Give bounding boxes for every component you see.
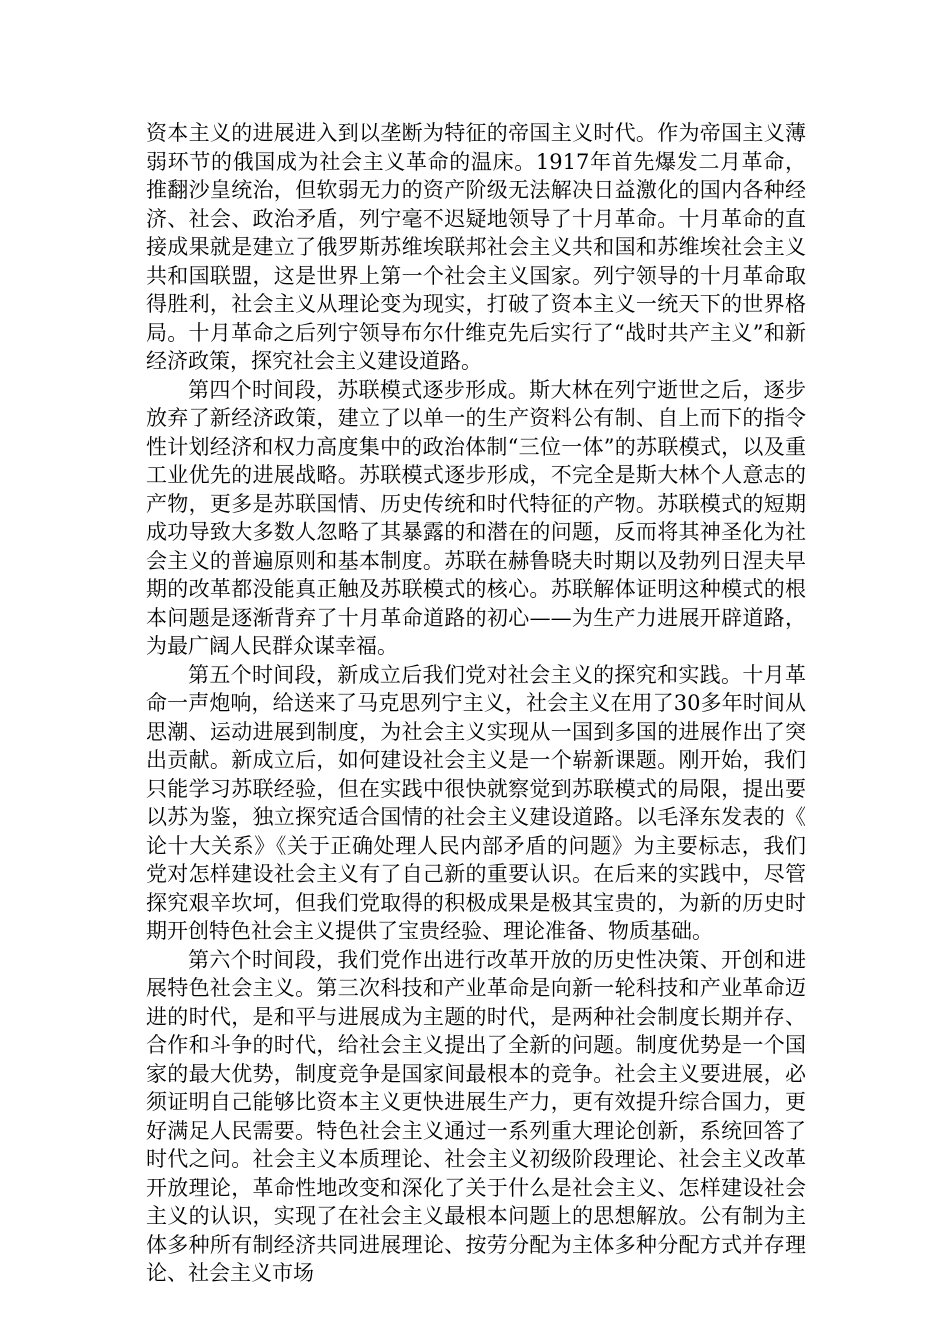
paragraph-2: 第四个时间段，苏联模式逐步形成。斯大林在列宁逝世之后，逐步放弃了新经济政策，建立了以单一的生产资料公有制、自上而下的指令性计划经济和权力高度集中的政治体制“三位一体”的苏联模式，以及重工业优先的进展战略。苏联模式逐步形成，不完全是斯大林个人意志的产物，更多是苏联国情、历史传统和时代特征的产物。苏联模式的短期成功导致大多数人忽略了其暴露的和潜在的问题，反而将其神圣化为社会主义的普遍原则和基本制度。苏联在赫鲁晓夫时期以及勃列日涅夫早期的改革都没能真正触及苏联模式的核心。苏联解体证明这种模式的根本问题是逐渐背弃了十月革命道路的初心——为生产力进展开辟道路，为最广阔人民群众谋幸福。 xyxy=(146,377,806,658)
paragraph-3: 第五个时间段，新成立后我们党对社会主义的探究和实践。十月革命一声炮响，给送来了马克思列宁主义，社会主义在用了30多年时间从思潮、运动进展到制度，为社会主义实现从一国到多国的进展作出了突出贡献。新成立后，如何建设社会主义是一个崭新课题。刚开始，我们只能学习苏联经验，但在实践中很快就察觉到苏联模式的局限，提出要以苏为鉴，独立探究适合国情的社会主义建设道路。以毛泽东发表的《论十大关系》《关于正确处理人民内部矛盾的问题》为主要标志，我们党对怎样建设社会主义有了自己新的重要认识。在后来的实践中，尽管探究艰辛坎坷，但我们党取得的积极成果是极其宝贵的，为新的历史时期开创特色社会主义提供了宝贵经验、理论准备、物质基础。 xyxy=(146,662,806,943)
document-page xyxy=(146,119,806,1288)
paragraph-4: 第六个时间段，我们党作出进行改革开放的历史性决策、开创和进展特色社会主义。第三次科技和产业革命是向新一轮科技和产业革命迈进的时代，是和平与进展成为主题的时代，是两种社会制度长期并存、合作和斗争的时代，给社会主义提出了全新的问题。制度优势是一个国家的最大优势，制度竞争是国家间最根本的竞争。社会主义要进展，必须证明自己能够比资本主义更快进展生产力，更有效提升综合国力，更好满足人民需要。特色社会主义通过一系列重大理论创新，系统回答了时代之问。社会主义本质理论、社会主义初级阶段理论、社会主义改革开放理论，革命性地改变和深化了关于什么是社会主义、怎样建设社会主义的认识，实现了在社会主义最根本问题上的思想解放。公有制为主体多种所有制经济共同进展理论、按劳分配为主体多种分配方式并存理论、社会主义市场 xyxy=(146,947,806,1285)
paragraph-1: 资本主义的进展进入到以垄断为特征的帝国主义时代。作为帝国主义薄弱环节的俄国成为社会主义革命的温床。1917年首先爆发二月革命，推翻沙皇统治，但软弱无力的资产阶级无法解决日益激化的国内各种经济、社会、政治矛盾，列宁毫不迟疑地领导了十月革命。十月革命的直接成果就是建立了俄罗斯苏维埃联邦社会主义共和国和苏维埃社会主义共和国联盟，这是世界上第一个社会主义国家。列宁领导的十月革命取得胜利，社会主义从理论变为现实，打破了资本主义一统天下的世界格局。十月革命之后列宁领导布尔什维克先后实行了“战时共产主义”和新经济政策，探究社会主义建设道路。 xyxy=(146,121,806,373)
